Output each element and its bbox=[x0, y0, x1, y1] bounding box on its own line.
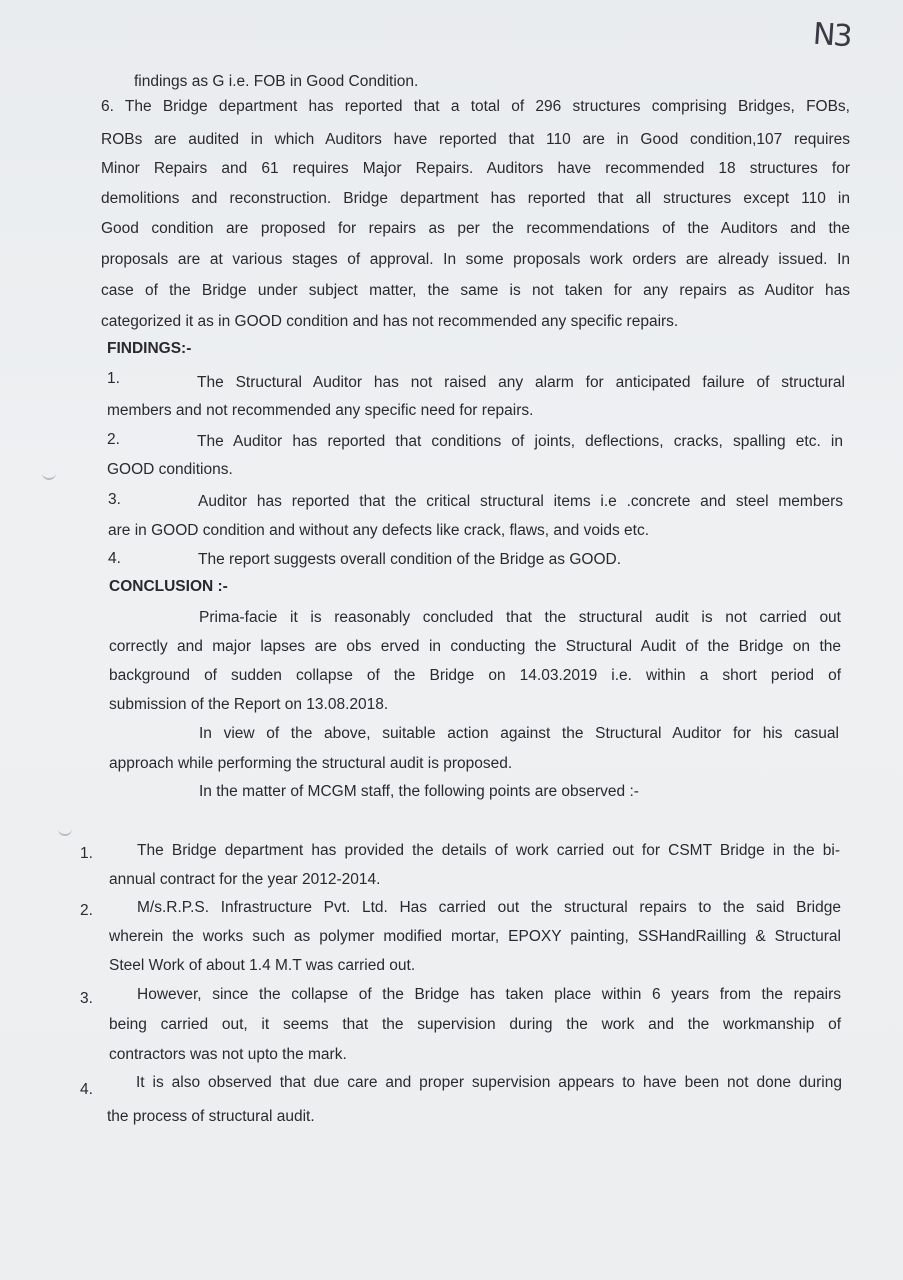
finding-text: are in GOOD condition and without any defects like crack, flaws, and voids etc. bbox=[108, 522, 650, 539]
conclusion-line: In the matter of MCGM staff, the following points are observed :- bbox=[199, 783, 639, 800]
point-text: M/s.R.P.S. Infrastructure Pvt. Ltd. Has carried out the structural repairs to the said Bridge bbox=[137, 899, 841, 916]
punch-hole-mark bbox=[42, 470, 56, 480]
finding-text: members and not recommended any specific need for repairs. bbox=[107, 402, 534, 419]
para6-line: categorized it as in GOOD condition and has not recommended any specific repairs. bbox=[101, 313, 679, 330]
punch-hole-mark bbox=[58, 826, 72, 836]
point-number: 3. bbox=[80, 990, 93, 1007]
finding-number: 4. bbox=[108, 550, 121, 567]
conclusion-heading: CONCLUSION :- bbox=[109, 578, 228, 595]
finding-text: Auditor has reported that the critical structural items i.e .concrete and steel members bbox=[198, 493, 843, 510]
point-text: It is also observed that due care and proper supervision appears to have been not done during bbox=[136, 1074, 842, 1091]
point-text: The Bridge department has provided the details of work carried out for CSMT Bridge in the bi- bbox=[137, 842, 840, 859]
para6-line: case of the Bridge under subject matter, the same is not taken for any repairs as Auditor has bbox=[101, 282, 850, 299]
point-text: the process of structural audit. bbox=[107, 1108, 315, 1125]
point-number: 4. bbox=[80, 1081, 93, 1098]
point-text: Steel Work of about 1.4 M.T was carried out. bbox=[109, 957, 416, 974]
point-text: wherein the works such as polymer modified mortar, EPOXY painting, SSHandRailling & Structural bbox=[109, 928, 841, 945]
point-text: However, since the collapse of the Bridge has taken place within 6 years from the repairs bbox=[137, 986, 841, 1003]
finding-text: The Auditor has reported that conditions of joints, deflections, cracks, spalling etc. in bbox=[197, 433, 843, 450]
conclusion-line: correctly and major lapses are obs erved in conducting the Structural Audit of the Bridge on the bbox=[109, 638, 841, 655]
para6-line: proposals are at various stages of approval. In some proposals work orders are already issued. In bbox=[101, 251, 850, 268]
findings-heading: FINDINGS:- bbox=[107, 340, 192, 357]
point-text: contractors was not upto the mark. bbox=[109, 1046, 347, 1063]
intro-line: findings as G i.e. FOB in Good Condition. bbox=[134, 73, 419, 90]
para6-line: ROBs are audited in which Auditors have reported that 110 are in Good condition,107 requires bbox=[101, 131, 850, 148]
conclusion-line: background of sudden collapse of the Bridge on 14.03.2019 i.e. within a short period of bbox=[109, 667, 841, 684]
finding-text: GOOD conditions. bbox=[107, 461, 233, 478]
finding-text: The report suggests overall condition of the Bridge as GOOD. bbox=[198, 551, 622, 568]
para6-line: Good condition are proposed for repairs as per the recommendations of the Auditors and the bbox=[101, 220, 850, 237]
conclusion-line: In view of the above, suitable action against the Structural Auditor for his casual bbox=[199, 725, 839, 742]
conclusion-line: submission of the Report on 13.08.2018. bbox=[109, 696, 389, 713]
para6-line: 6. The Bridge department has reported that a total of 296 structures comprising Bridges, FOBs, bbox=[101, 98, 850, 115]
point-number: 2. bbox=[80, 902, 93, 919]
finding-number: 1. bbox=[107, 370, 120, 387]
point-number: 1. bbox=[80, 845, 93, 862]
conclusion-line: approach while performing the structural audit is proposed. bbox=[109, 755, 513, 772]
finding-number: 2. bbox=[107, 431, 120, 448]
para6-line: Minor Repairs and 61 requires Major Repairs. Auditors have recommended 18 structures for bbox=[101, 160, 850, 177]
conclusion-line: Prima-facie it is reasonably concluded that the structural audit is not carried out bbox=[199, 609, 841, 626]
page-mark-handwritten: N3 bbox=[812, 16, 853, 55]
point-text: annual contract for the year 2012-2014. bbox=[109, 871, 381, 888]
para6-line: demolitions and reconstruction. Bridge department has reported that all structures except 110 in bbox=[101, 190, 850, 207]
finding-text: The Structural Auditor has not raised any alarm for anticipated failure of structural bbox=[197, 374, 845, 391]
finding-number: 3. bbox=[108, 491, 121, 508]
point-text: being carried out, it seems that the supervision during the work and the workmanship of bbox=[109, 1016, 841, 1033]
